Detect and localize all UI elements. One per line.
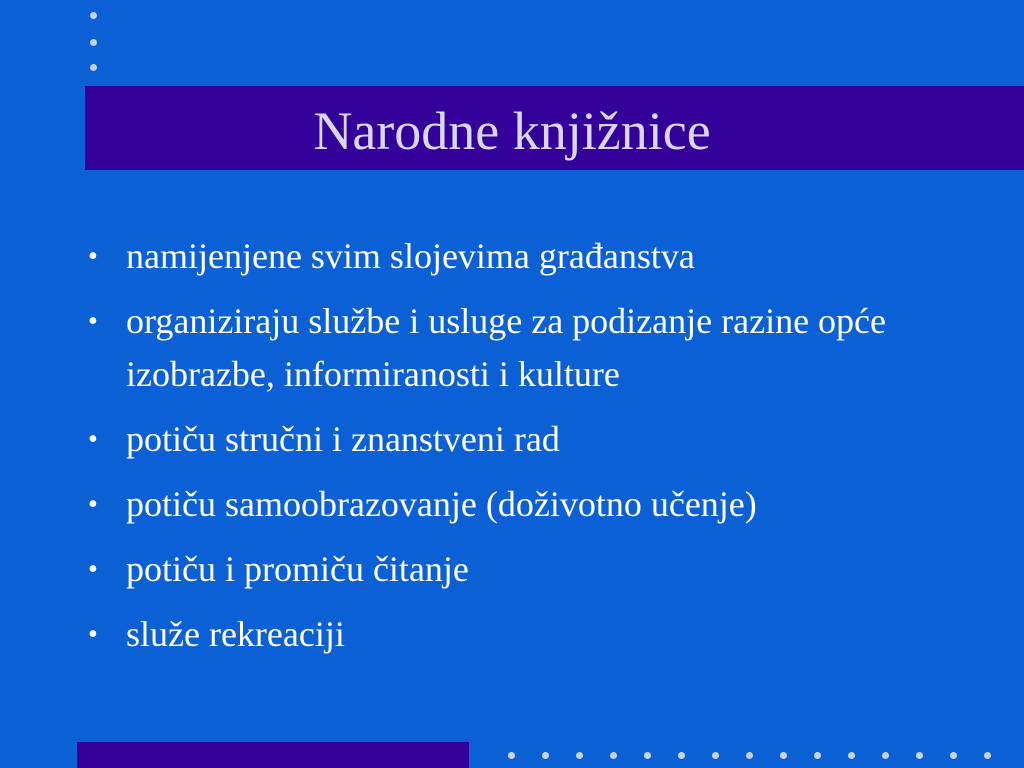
decorative-dot <box>644 752 651 759</box>
bullet-text: potiču stručni i znanstveni rad <box>126 419 560 459</box>
bullet-icon: • <box>88 489 98 520</box>
decorative-dot <box>610 752 617 759</box>
bullet-icon: • <box>88 554 98 585</box>
decorative-dot <box>90 64 97 71</box>
decorative-dot <box>678 752 685 759</box>
bullet-icon: • <box>88 619 98 650</box>
bullet-text: potiču samoobrazovanje (doživotno učenje) <box>126 484 757 524</box>
bullet-item <box>88 543 968 596</box>
decorative-dot <box>916 752 923 759</box>
bullet-item <box>88 413 968 466</box>
bullet-icon: • <box>88 306 98 337</box>
decorative-dot <box>90 12 97 19</box>
decorative-dot <box>712 752 719 759</box>
decorative-dot <box>576 752 583 759</box>
bullet-text: potiču i promiču čitanje <box>126 549 469 589</box>
bullet-item <box>88 478 968 531</box>
decorative-dot <box>882 752 889 759</box>
bullet-list <box>88 230 968 673</box>
bullet-item <box>88 608 968 661</box>
decorative-dot <box>746 752 753 759</box>
bullet-icon: • <box>88 424 98 455</box>
bullet-text: služe rekreaciji <box>126 614 345 654</box>
bullet-icon: • <box>88 241 98 272</box>
slide-title: Narodne knjižnice <box>313 101 711 161</box>
bullet-text: namijenjene svim slojevima građanstva <box>126 236 695 276</box>
bullet-item <box>88 230 968 283</box>
decorative-dot <box>90 39 97 46</box>
decorative-dot <box>814 752 821 759</box>
decorative-dot <box>848 752 855 759</box>
bullet-text: organiziraju službe i usluge za podizanje razine opće izobrazbe, informiranosti i kulture <box>126 301 887 394</box>
decorative-dot <box>508 752 515 759</box>
decorative-dot <box>542 752 549 759</box>
decorative-dot <box>984 752 991 759</box>
bullet-item <box>88 295 968 401</box>
decorative-dot <box>780 752 787 759</box>
decorative-dot <box>950 752 957 759</box>
bottom-band <box>77 742 469 768</box>
